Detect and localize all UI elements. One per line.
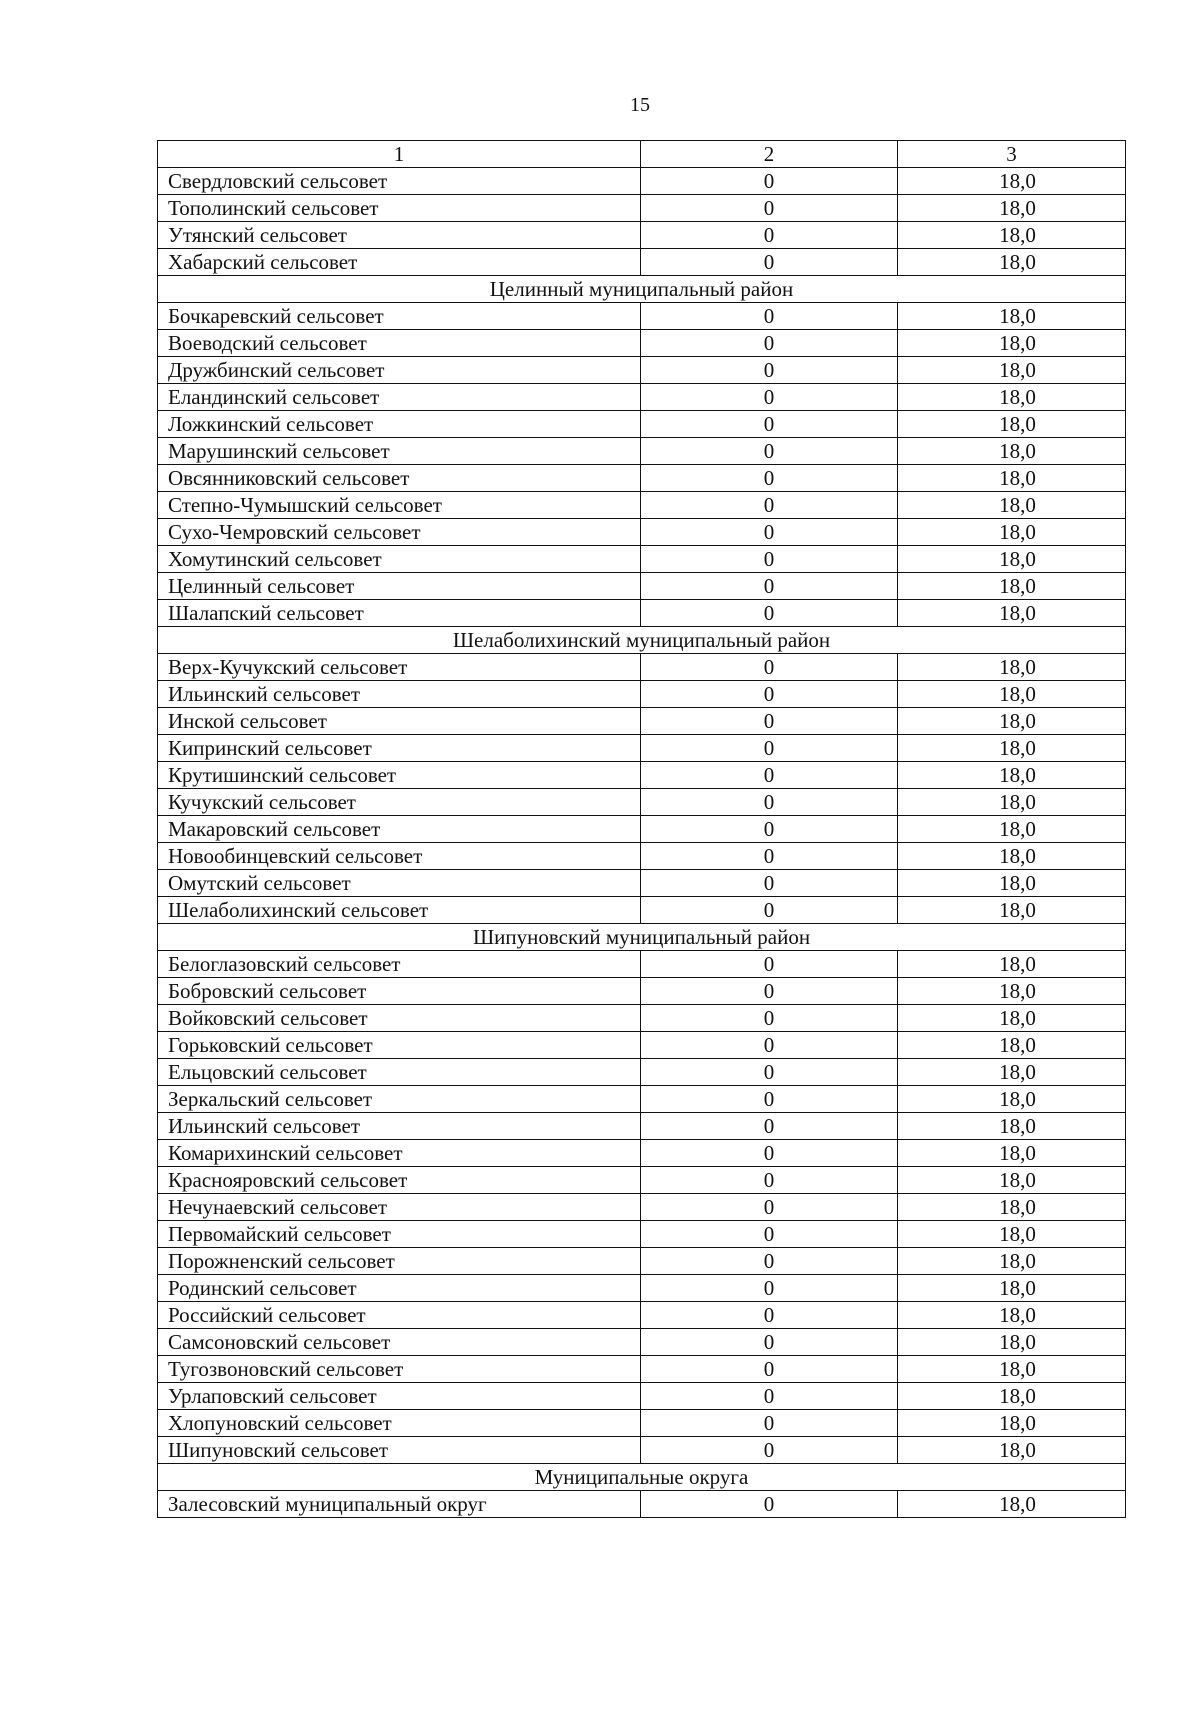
section-header-row [158,1464,1126,1491]
settlement-name-cell: Войковский сельсовет [158,1005,641,1032]
settlement-name-cell: Макаровский сельсовет [158,816,641,843]
table-row [158,1221,1126,1248]
column-3-value: 18,0 [898,843,1126,870]
column-3-value: 18,0 [898,1221,1126,1248]
section-title: Муниципальные округа [158,1464,1126,1491]
column-3-value: 18,0 [898,465,1126,492]
column-3-value: 18,0 [898,546,1126,573]
column-3-value: 18,0 [898,600,1126,627]
settlement-name-cell: Утянский сельсовет [158,222,641,249]
column-2-value: 0 [641,1140,898,1167]
column-2-value: 0 [641,843,898,870]
table-row [158,600,1126,627]
table-row [158,384,1126,411]
column-2-value: 0 [641,1302,898,1329]
table-row [158,978,1126,1005]
column-2-value: 0 [641,897,898,924]
column-3-value: 18,0 [898,519,1126,546]
settlement-name-cell: Омутский сельсовет [158,870,641,897]
column-2-value: 0 [641,654,898,681]
settlement-name-cell: Ильинский сельсовет [158,1113,641,1140]
table-row [158,1248,1126,1275]
column-3-value: 18,0 [898,357,1126,384]
section-title: Целинный муниципальный район [158,276,1126,303]
settlement-name-cell: Хлопуновский сельсовет [158,1410,641,1437]
settlement-name-cell: Краснояровский сельсовет [158,1167,641,1194]
table-row [158,1086,1126,1113]
settlement-name-cell: Крутишинский сельсовет [158,762,641,789]
column-2-value: 0 [641,708,898,735]
column-2-value: 0 [641,1167,898,1194]
table-row [158,789,1126,816]
column-3-value: 18,0 [898,438,1126,465]
column-3-value: 18,0 [898,1437,1126,1464]
column-2-value: 0 [641,600,898,627]
column-3-value: 18,0 [898,1248,1126,1275]
settlement-name-cell: Хабарский сельсовет [158,249,641,276]
table-row [158,357,1126,384]
column-3-value: 18,0 [898,1491,1126,1518]
column-2-value: 0 [641,492,898,519]
column-2-value: 0 [641,330,898,357]
column-2-value: 0 [641,411,898,438]
table-row [158,708,1126,735]
column-header-1: 1 [158,141,641,168]
column-2-value: 0 [641,1194,898,1221]
column-3-value: 18,0 [898,1194,1126,1221]
column-2-value: 0 [641,951,898,978]
settlement-name-cell: Родинский сельсовет [158,1275,641,1302]
table-row [158,492,1126,519]
section-header-row [158,627,1126,654]
column-2-value: 0 [641,303,898,330]
settlement-name-cell: Самсоновский сельсовет [158,1329,641,1356]
data-table [157,140,1126,1518]
column-2-value: 0 [641,789,898,816]
column-3-value: 18,0 [898,303,1126,330]
settlement-name-cell: Кипринский сельсовет [158,735,641,762]
column-3-value: 18,0 [898,249,1126,276]
column-3-value: 18,0 [898,1005,1126,1032]
section-title: Шипуновский муниципальный район [158,924,1126,951]
column-2-value: 0 [641,195,898,222]
column-2-value: 0 [641,1005,898,1032]
settlement-name-cell: Овсянниковский сельсовет [158,465,641,492]
settlement-name-cell: Ельцовский сельсовет [158,1059,641,1086]
section-title: Шелаболихинский муниципальный район [158,627,1126,654]
settlement-name-cell: Ильинский сельсовет [158,681,641,708]
settlement-name-cell: Российский сельсовет [158,1302,641,1329]
settlement-name-cell: Сухо-Чемровский сельсовет [158,519,641,546]
settlement-name-cell: Тополинский сельсовет [158,195,641,222]
column-2-value: 0 [641,1248,898,1275]
table-row [158,1302,1126,1329]
column-2-value: 0 [641,1086,898,1113]
settlement-name-cell: Тугозвоновский сельсовет [158,1356,641,1383]
table-row [158,168,1126,195]
column-2-value: 0 [641,519,898,546]
column-3-value: 18,0 [898,816,1126,843]
column-2-value: 0 [641,1059,898,1086]
column-2-value: 0 [641,816,898,843]
settlement-name-cell: Свердловский сельсовет [158,168,641,195]
column-3-value: 18,0 [898,1275,1126,1302]
table-row [158,843,1126,870]
table-row [158,1410,1126,1437]
column-2-value: 0 [641,978,898,1005]
column-3-value: 18,0 [898,573,1126,600]
section-header-row [158,924,1126,951]
column-2-value: 0 [641,168,898,195]
table-row [158,1167,1126,1194]
settlement-name-cell: Хомутинский сельсовет [158,546,641,573]
column-2-value: 0 [641,870,898,897]
column-3-value: 18,0 [898,384,1126,411]
table-row [158,1356,1126,1383]
table-row [158,735,1126,762]
column-3-value: 18,0 [898,951,1126,978]
column-header-3: 3 [898,141,1126,168]
settlement-name-cell: Целинный сельсовет [158,573,641,600]
table-row [158,1032,1126,1059]
table-row [158,816,1126,843]
table-row [158,870,1126,897]
column-2-value: 0 [641,384,898,411]
settlement-name-cell: Дружбинский сельсовет [158,357,641,384]
table-row [158,762,1126,789]
table-row [158,546,1126,573]
column-3-value: 18,0 [898,1329,1126,1356]
table-row [158,951,1126,978]
table-row [158,1491,1126,1518]
column-header-2: 2 [641,141,898,168]
table-row [158,1059,1126,1086]
column-3-value: 18,0 [898,411,1126,438]
settlement-name-cell: Горьковский сельсовет [158,1032,641,1059]
column-3-value: 18,0 [898,978,1126,1005]
column-3-value: 18,0 [898,1167,1126,1194]
table-row [158,1329,1126,1356]
settlement-name-cell: Шелаболихинский сельсовет [158,897,641,924]
table-body [158,141,1126,1518]
table-row [158,303,1126,330]
table-row [158,1005,1126,1032]
table-row [158,249,1126,276]
table-header-row [158,141,1126,168]
settlement-name-cell: Нечунаевский сельсовет [158,1194,641,1221]
column-3-value: 18,0 [898,1302,1126,1329]
column-2-value: 0 [641,438,898,465]
table-row [158,897,1126,924]
settlement-name-cell: Ложкинский сельсовет [158,411,641,438]
settlement-name-cell: Воеводский сельсовет [158,330,641,357]
table-row [158,1140,1126,1167]
table-row [158,519,1126,546]
column-3-value: 18,0 [898,708,1126,735]
column-3-value: 18,0 [898,195,1126,222]
settlement-name-cell: Зеркальский сельсовет [158,1086,641,1113]
column-3-value: 18,0 [898,1383,1126,1410]
settlement-name-cell: Залесовский муниципальный округ [158,1491,641,1518]
settlement-name-cell: Шалапский сельсовет [158,600,641,627]
column-2-value: 0 [641,1275,898,1302]
column-2-value: 0 [641,1410,898,1437]
column-2-value: 0 [641,681,898,708]
column-3-value: 18,0 [898,654,1126,681]
table-row [158,1437,1126,1464]
column-3-value: 18,0 [898,789,1126,816]
settlement-name-cell: Степно-Чумышский сельсовет [158,492,641,519]
table-row [158,1113,1126,1140]
table-row [158,1383,1126,1410]
column-3-value: 18,0 [898,897,1126,924]
column-3-value: 18,0 [898,222,1126,249]
settlement-name-cell: Белоглазовский сельсовет [158,951,641,978]
settlement-name-cell: Кучукский сельсовет [158,789,641,816]
column-2-value: 0 [641,465,898,492]
column-2-value: 0 [641,1329,898,1356]
column-3-value: 18,0 [898,492,1126,519]
table-row [158,654,1126,681]
column-3-value: 18,0 [898,681,1126,708]
settlement-name-cell: Еландинский сельсовет [158,384,641,411]
table-row [158,1194,1126,1221]
section-header-row [158,276,1126,303]
settlement-name-cell: Урлаповский сельсовет [158,1383,641,1410]
settlement-name-cell: Шипуновский сельсовет [158,1437,641,1464]
table-row [158,465,1126,492]
settlement-name-cell: Комарихинский сельсовет [158,1140,641,1167]
column-2-value: 0 [641,735,898,762]
table-row [158,573,1126,600]
settlement-name-cell: Новообинцевский сельсовет [158,843,641,870]
table-row [158,438,1126,465]
table-row [158,330,1126,357]
settlement-name-cell: Марушинский сельсовет [158,438,641,465]
column-2-value: 0 [641,1356,898,1383]
table-row [158,411,1126,438]
column-2-value: 0 [641,762,898,789]
column-2-value: 0 [641,1491,898,1518]
column-3-value: 18,0 [898,1356,1126,1383]
column-2-value: 0 [641,1032,898,1059]
table-row [158,681,1126,708]
settlement-name-cell: Бобровский сельсовет [158,978,641,1005]
column-3-value: 18,0 [898,870,1126,897]
table-row [158,222,1126,249]
column-3-value: 18,0 [898,1086,1126,1113]
column-3-value: 18,0 [898,1059,1126,1086]
column-3-value: 18,0 [898,1140,1126,1167]
settlement-name-cell: Порожненский сельсовет [158,1248,641,1275]
column-3-value: 18,0 [898,1410,1126,1437]
column-3-value: 18,0 [898,168,1126,195]
column-2-value: 0 [641,1437,898,1464]
column-3-value: 18,0 [898,762,1126,789]
settlement-name-cell: Бочкаревский сельсовет [158,303,641,330]
settlement-name-cell: Инской сельсовет [158,708,641,735]
column-3-value: 18,0 [898,1113,1126,1140]
column-2-value: 0 [641,1383,898,1410]
column-3-value: 18,0 [898,1032,1126,1059]
column-2-value: 0 [641,1113,898,1140]
column-2-value: 0 [641,546,898,573]
column-2-value: 0 [641,1221,898,1248]
page-number: 15 [630,94,650,116]
column-2-value: 0 [641,249,898,276]
settlement-name-cell: Первомайский сельсовет [158,1221,641,1248]
column-2-value: 0 [641,222,898,249]
column-2-value: 0 [641,357,898,384]
column-3-value: 18,0 [898,330,1126,357]
column-2-value: 0 [641,573,898,600]
table-row [158,1275,1126,1302]
table-row [158,195,1126,222]
column-3-value: 18,0 [898,735,1126,762]
settlement-name-cell: Верх-Кучукский сельсовет [158,654,641,681]
